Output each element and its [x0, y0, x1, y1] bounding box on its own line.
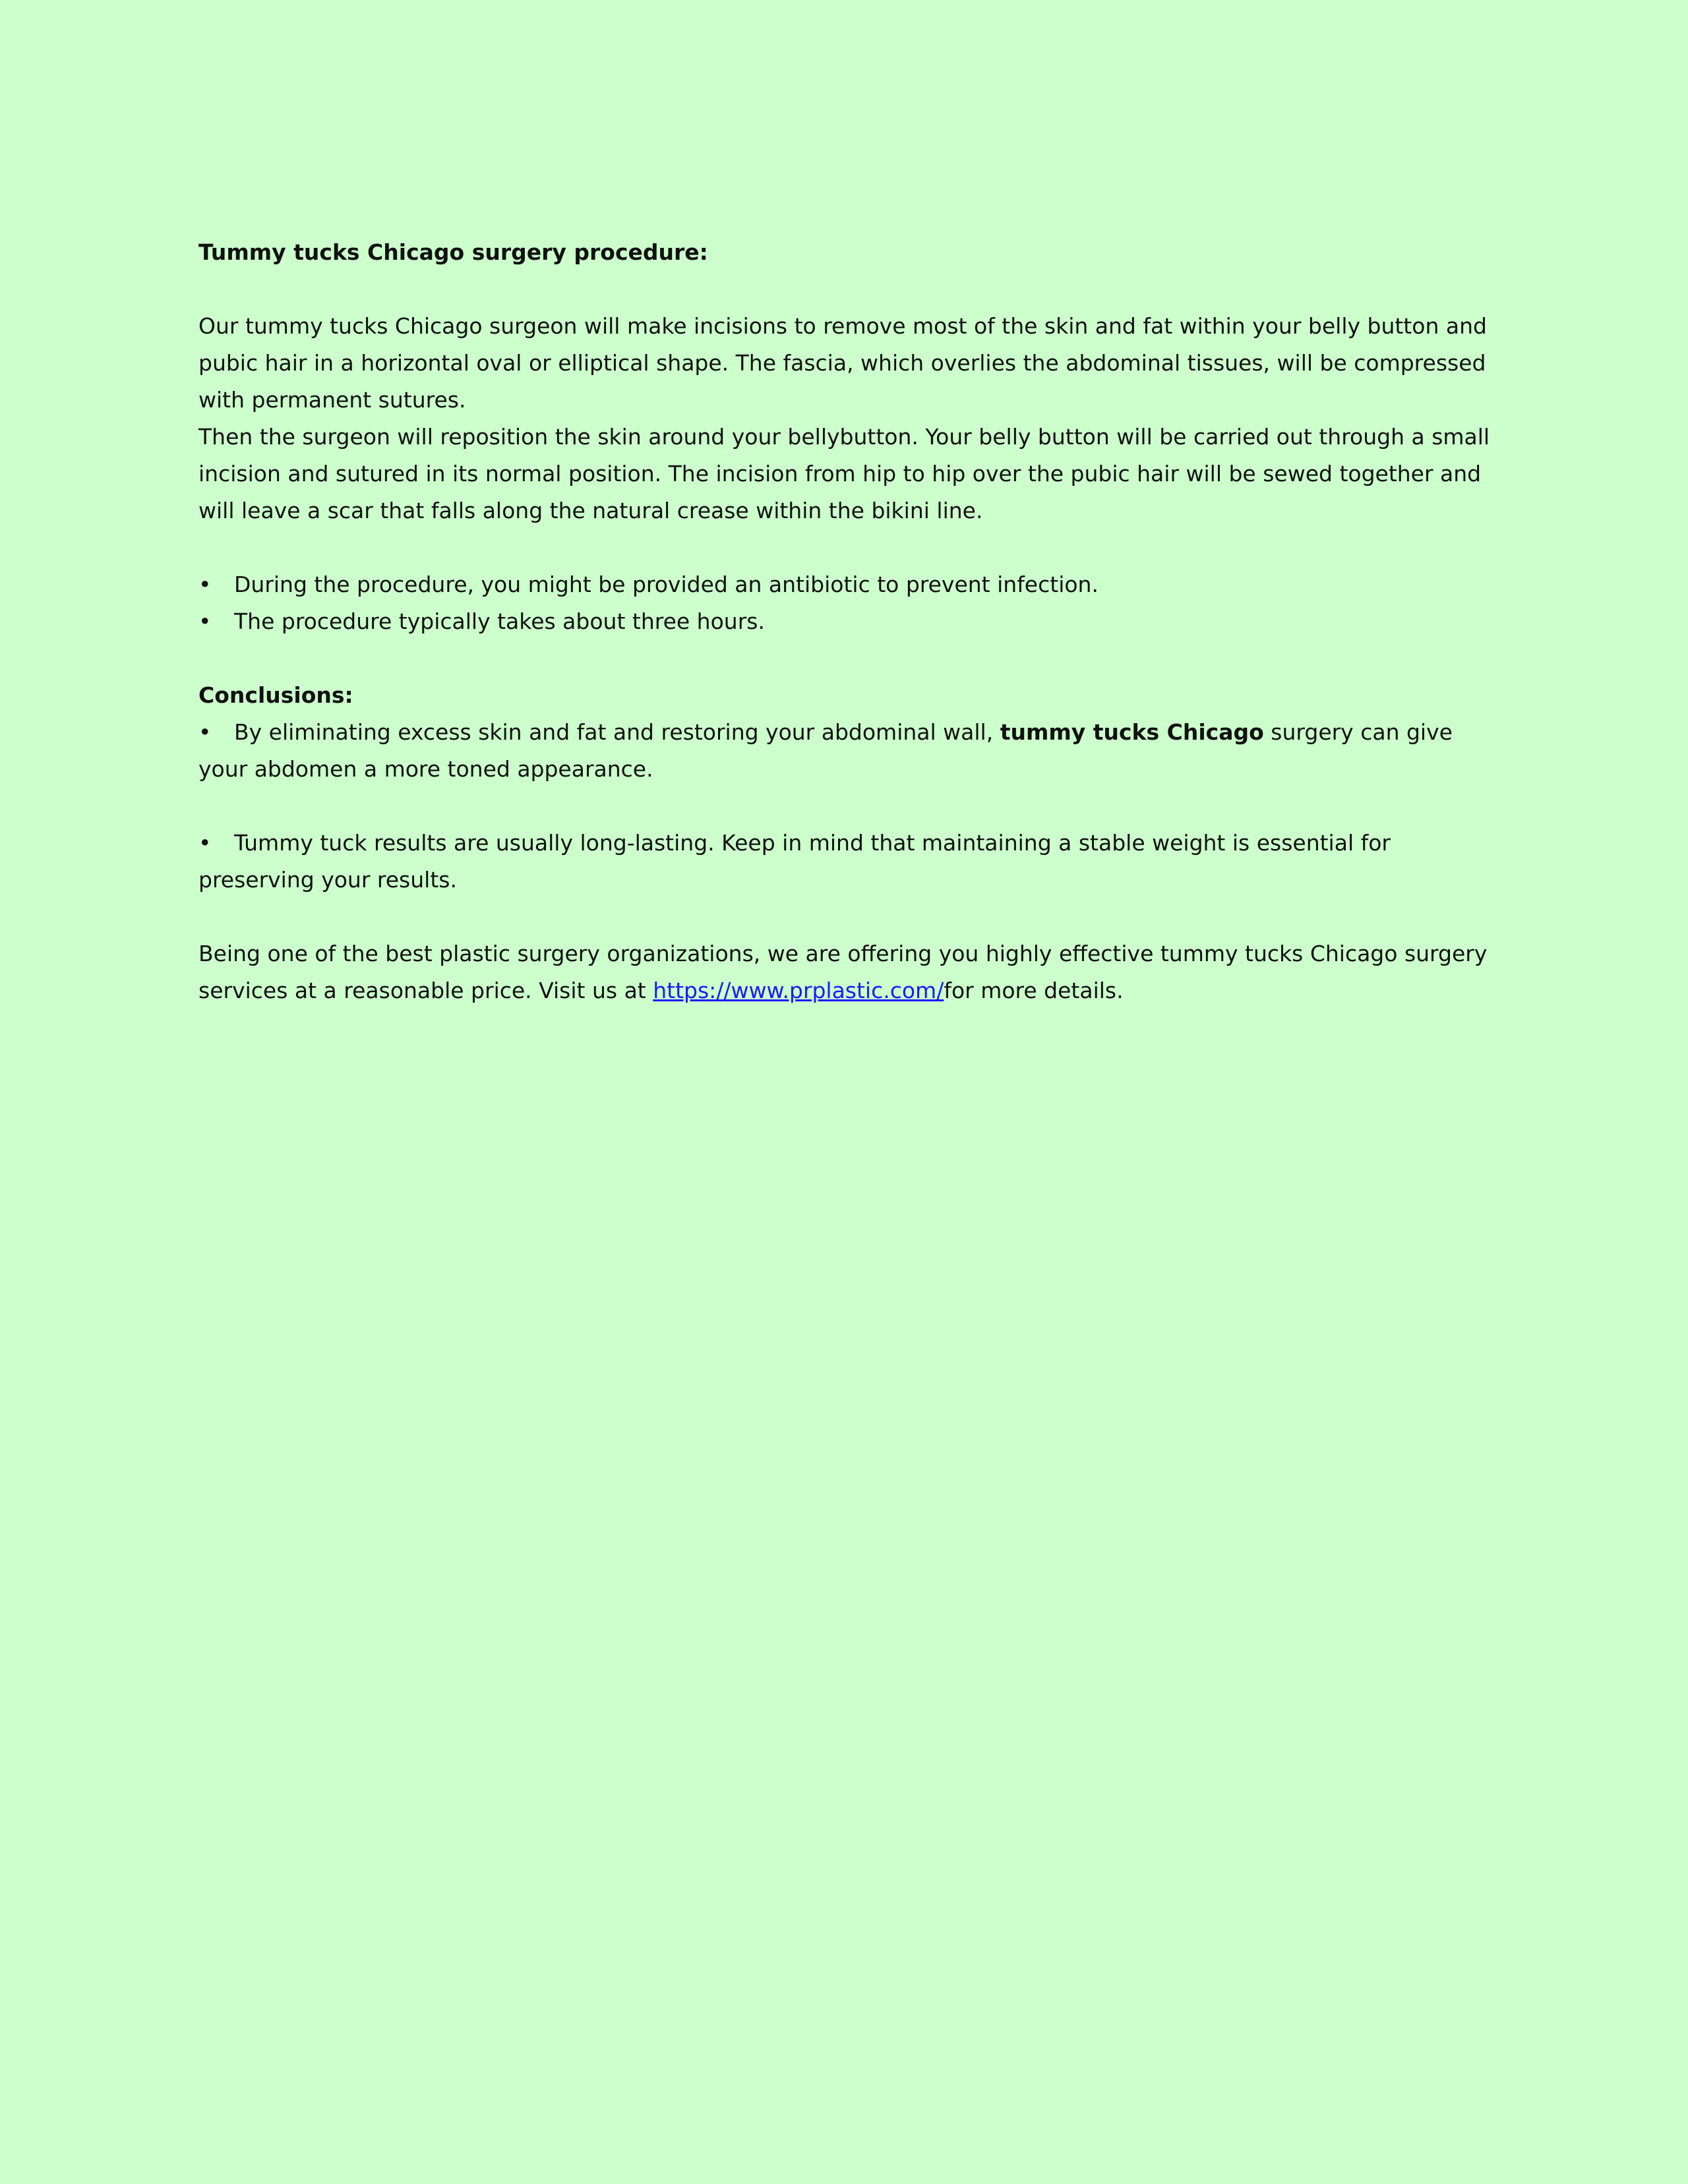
procedure-heading: Tummy tucks Chicago surgery procedure: — [198, 239, 708, 265]
conclusion-text-after: surgery can give your abdomen a more toned appearance. — [198, 719, 1453, 782]
website-link[interactable]: https://www.prplastic.com/ — [653, 978, 944, 1003]
conclusion-item-2 — [198, 825, 1491, 899]
list-item-text: The procedure typically takes about three hours. — [234, 608, 765, 634]
document-body — [198, 234, 1491, 1009]
closing-paragraph — [198, 935, 1491, 1009]
conclusion-keyword: tummy tucks Chicago — [1000, 719, 1264, 745]
bullet-marker: • — [198, 719, 212, 745]
conclusion-text-before: By eliminating excess skin and fat and restoring your abdominal wall, — [234, 719, 1000, 745]
procedure-paragraph-2: Then the surgeon will reposition the skin around your bellybutton. Your belly button will be carried out through a small incision and sutured in its normal position. The incision from hip to hip over the pubic hair will be sewed together and will leave a scar that falls along the natural crease within the bikini line. — [198, 424, 1490, 523]
spacer — [198, 640, 1491, 677]
closing-text-before: Being one of the best plastic surgery organizations, we are offering you highly effective tummy tucks Chicago surgery services at a reasonable price. Visit us at — [198, 941, 1488, 1003]
conclusion-item-1 — [198, 714, 1491, 788]
spacer — [198, 529, 1491, 566]
spacer — [198, 788, 1491, 825]
list-item-text: During the procedure, you might be provided an antibiotic to prevent infection. — [234, 572, 1099, 597]
list-item — [198, 603, 1491, 640]
list-item — [198, 566, 1491, 603]
procedure-paragraph-1: Our tummy tucks Chicago surgeon will make incisions to remove most of the skin and fat within your belly button and pubic hair in a horizontal oval or elliptical shape. The fascia, which overlies the abdominal tissues, will be compressed with permanent sutures. — [198, 313, 1487, 413]
conclusion-text: Tummy tuck results are usually long-lasting. Keep in mind that maintaining a stable weight is essential for preserving your results. — [198, 830, 1391, 893]
bullet-marker: • — [198, 608, 212, 634]
spacer — [198, 271, 1491, 308]
conclusions-heading: Conclusions: — [198, 682, 353, 708]
closing-text-after: for more details. — [944, 978, 1124, 1003]
spacer — [198, 899, 1491, 935]
bullet-marker: • — [198, 830, 212, 856]
bullet-marker: • — [198, 572, 212, 597]
